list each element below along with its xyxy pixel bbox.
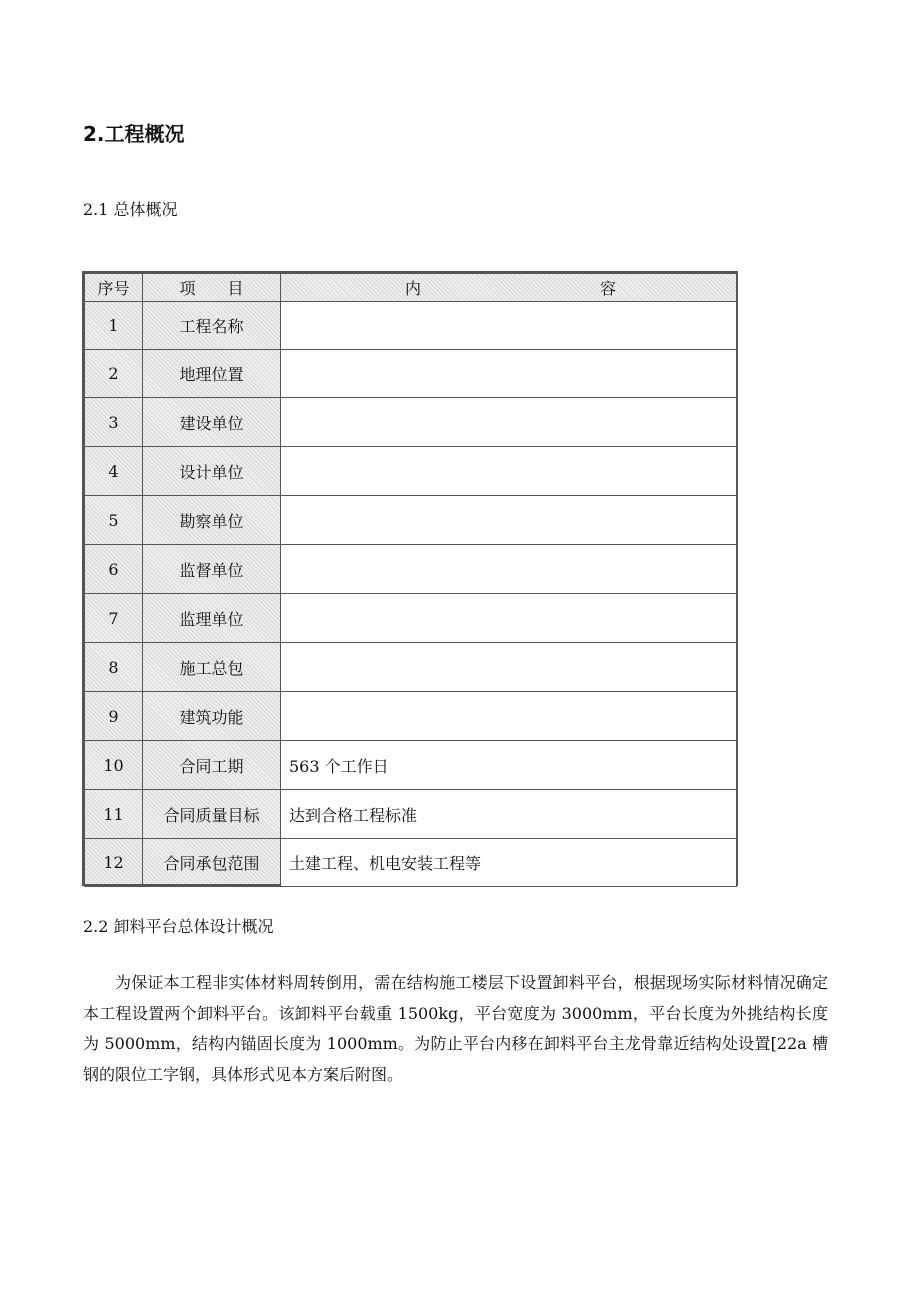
row-item: 合同工期 (143, 741, 281, 790)
header-content-right: 容 (599, 279, 616, 298)
row-content (281, 350, 737, 398)
row-content (281, 302, 737, 350)
row-item: 施工总包 (143, 643, 281, 692)
row-no: 10 (85, 741, 143, 790)
row-content: 达到合格工程标准 (281, 790, 737, 839)
table-row (85, 398, 737, 447)
row-no: 3 (85, 398, 143, 447)
row-content: 563 个工作日 (281, 741, 737, 790)
table-row (85, 447, 737, 496)
row-item: 监理单位 (143, 594, 281, 643)
row-no: 9 (85, 692, 143, 741)
row-no: 4 (85, 447, 143, 496)
row-item: 设计单位 (143, 447, 281, 496)
row-no: 8 (85, 643, 143, 692)
row-item: 合同质量目标 (143, 790, 281, 839)
table-row (85, 643, 737, 692)
row-no: 6 (85, 545, 143, 594)
row-content (281, 447, 737, 496)
subsection-title-overview: 2.1 总体概况 (83, 200, 178, 219)
header-content (281, 274, 737, 302)
row-item: 建筑功能 (143, 692, 281, 741)
project-overview-table (82, 271, 738, 886)
row-content: 土建工程、机电安装工程等 (281, 839, 737, 887)
table-header-row (85, 274, 737, 302)
row-item: 工程名称 (143, 302, 281, 350)
row-no: 11 (85, 790, 143, 839)
table-row (85, 496, 737, 545)
header-no: 序号 (85, 274, 143, 302)
overview-table (84, 273, 737, 887)
row-content (281, 594, 737, 643)
table-row (85, 350, 737, 398)
table-row (85, 594, 737, 643)
table-row (85, 790, 737, 839)
row-item: 地理位置 (143, 350, 281, 398)
table-row (85, 839, 737, 887)
table-row (85, 302, 737, 350)
row-item: 勘察单位 (143, 496, 281, 545)
row-content (281, 545, 737, 594)
table-row (85, 545, 737, 594)
row-no: 2 (85, 350, 143, 398)
table-row (85, 692, 737, 741)
section-title: 2.工程概况 (83, 122, 185, 146)
row-no: 1 (85, 302, 143, 350)
row-content (281, 496, 737, 545)
header-content-left: 内 (405, 279, 422, 298)
row-content (281, 398, 737, 447)
subsection-title-platform: 2.2 卸料平台总体设计概况 (83, 917, 274, 936)
row-no: 12 (85, 839, 143, 887)
row-item: 监督单位 (143, 545, 281, 594)
row-item: 建设单位 (143, 398, 281, 447)
row-content (281, 643, 737, 692)
row-content (281, 692, 737, 741)
table-row (85, 741, 737, 790)
row-item: 合同承包范围 (143, 839, 281, 887)
platform-description-paragraph: 为保证本工程非实体材料周转倒用，需在结构施工楼层下设置卸料平台，根据现场实际材料情况确定本工程设置两个卸料平台。该卸料平台载重 1500kg，平台宽度为 3000mm，平台长度为外挑结构长度为 5000mm，结构内锚固长度为 1000mm。为防止平台内移在卸料平台主龙骨靠近结构处设置[22a 槽钢的限位工字钢，具体形式见本方案后附图。 (83, 973, 828, 1084)
header-item: 项 目 (143, 274, 281, 302)
row-no: 5 (85, 496, 143, 545)
row-no: 7 (85, 594, 143, 643)
